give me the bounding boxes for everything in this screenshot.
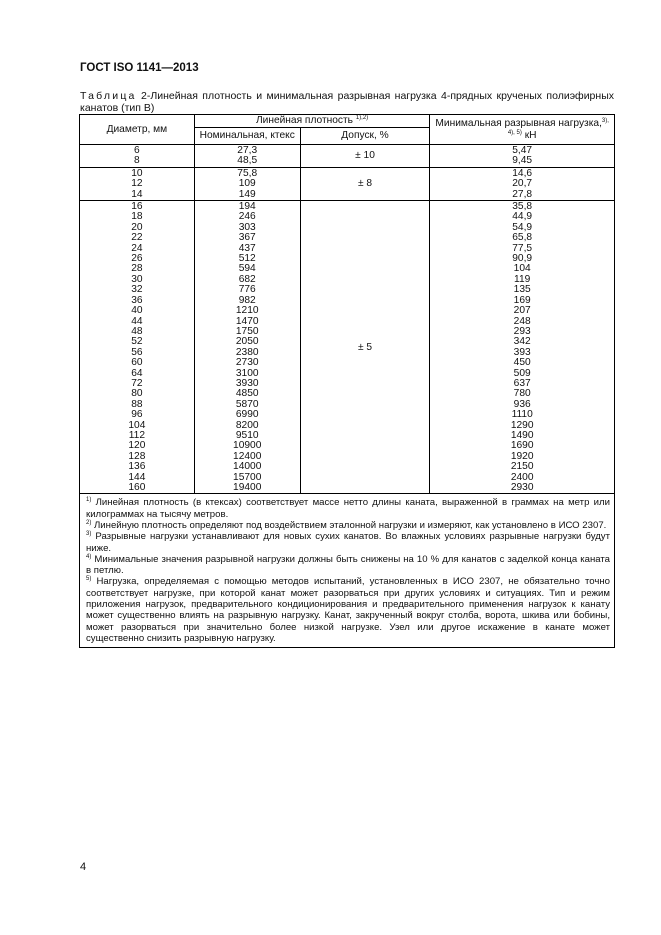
cell-l: 9,45: [512, 155, 533, 167]
diameter-column: [80, 145, 195, 168]
cell-n: 10900: [233, 440, 262, 452]
cell-n: 12400: [233, 450, 262, 462]
cell-d: 12: [131, 178, 143, 190]
cell-l: 936: [513, 398, 531, 410]
header-linear-density-label: Линейная плотность: [255, 115, 353, 126]
cell-n: 3100: [235, 367, 259, 379]
cell-l: 20,7: [512, 178, 533, 190]
header-breaking-load-footnote-a: 3),: [601, 117, 609, 124]
cell-d: 104: [128, 419, 146, 431]
cell-d: 20: [131, 221, 143, 233]
cell-n: 437: [238, 242, 256, 254]
header-linear-density: [194, 115, 430, 128]
footnote-item: [86, 531, 610, 554]
footnote-mark: 1): [86, 497, 92, 504]
cell-d: 96: [131, 409, 143, 421]
cell-l: 1110: [511, 409, 533, 421]
footnote-text: Нагрузка, определяемая с помощью методов испытаний, установленных в ИСО 2307, не обязательно точно соответствует нагрузке, при которой канат может разорваться при других условиях и ситуациях. Тип и режим приложения нагрузок, предварительного кондиционирования и предварительного применения нагрузок к канату может существенно влиять на разрывную нагрузку. Канат, закрученный вокруг столба, ворота, шкива или бобины, может разорваться при значительно более низкой нагрузке. Узел или другое искажение в канате может существенно снизить разрывную нагрузку.: [86, 576, 610, 644]
cell-n: 3930: [235, 377, 259, 389]
cell-n: 594: [238, 263, 256, 275]
header-linear-density-footnote: 1),2): [355, 115, 369, 121]
cell-l: 104: [513, 263, 531, 275]
cell-n: 2730: [235, 357, 259, 369]
cell-d: 48: [131, 325, 143, 337]
caption-label: Таблица: [80, 90, 137, 102]
cell-l: 35,8: [512, 201, 533, 213]
cell-d: 120: [128, 440, 146, 452]
rope-properties-table: [79, 114, 615, 648]
cell-n: 512: [238, 253, 256, 265]
table-caption: [80, 90, 614, 114]
cell-l: 90,9: [512, 253, 533, 265]
table-row-group: [80, 167, 615, 200]
cell-d: 44: [131, 315, 143, 327]
footnote-item: [86, 554, 610, 577]
cell-n: 194: [238, 201, 256, 213]
footnote-text: Минимальные значения разрывной нагрузки должны быть снижены на 10 % для канатов с заделкой конца каната в петлю.: [86, 553, 610, 577]
cell-l: 450: [513, 357, 531, 369]
cell-n: 15700: [233, 471, 262, 483]
cell-d: 160: [128, 482, 146, 493]
breaking-load-column: [430, 167, 615, 200]
header-breaking-load: [430, 115, 615, 145]
cell-d: 64: [131, 367, 143, 379]
cell-d: 6: [134, 145, 140, 156]
cell-d: 52: [131, 336, 143, 348]
nominal-column: [194, 167, 300, 200]
cell-n: 682: [238, 273, 256, 285]
cell-d: 40: [131, 305, 143, 317]
footnote-mark: 3): [86, 531, 92, 538]
footnote-mark: 5): [86, 576, 92, 583]
standard-code: ГОСТ ISO 1141—2013: [80, 62, 199, 74]
cell-n: 982: [238, 294, 256, 306]
header-tolerance: Допуск, %: [300, 128, 430, 145]
footnote-text: Линейную плотность определяют под воздействием эталонной нагрузки и измеряют, как установлено в ИСО 2307.: [91, 520, 607, 531]
caption-number: 2: [140, 90, 147, 102]
header-breaking-load-unit: кН: [524, 129, 537, 141]
header-nominal: Номинальная, ктекс: [194, 128, 300, 145]
cell-d: 24: [131, 242, 143, 254]
cell-l: 2400: [510, 471, 534, 483]
footnote-mark: 2): [86, 520, 92, 526]
cell-d: 80: [131, 388, 143, 400]
cell-l: 509: [513, 367, 531, 379]
cell-l: 5,47: [512, 145, 533, 156]
page-number: 4: [80, 861, 87, 873]
cell-d: 22: [131, 232, 143, 244]
cell-n: 1750: [235, 325, 259, 337]
caption-text: -Линейная плотность и минимальная разрывная нагрузка 4-прядных крученых полиэфирных канатов (тип В): [80, 90, 614, 114]
cell-n: 109: [238, 178, 256, 190]
footnote-item: [86, 576, 610, 644]
cell-d: 56: [131, 346, 143, 358]
cell-d: 18: [131, 211, 143, 223]
cell-d: 26: [131, 253, 143, 265]
cell-n: 19400: [233, 482, 262, 493]
cell-l: 135: [513, 284, 531, 296]
cell-d: 112: [128, 429, 145, 441]
nominal-column: [194, 145, 300, 168]
cell-l: 248: [513, 315, 531, 327]
cell-n: 48,5: [237, 155, 258, 167]
tolerance-cell: ± 5: [300, 201, 430, 494]
cell-n: 4850: [235, 388, 259, 400]
tolerance-cell: ± 8: [300, 167, 430, 200]
cell-l: 54,9: [512, 221, 533, 233]
footnote-mark: 4): [86, 553, 92, 560]
header-diameter: Диаметр, мм: [80, 115, 195, 145]
cell-d: 36: [131, 294, 143, 306]
cell-d: 128: [128, 450, 146, 462]
cell-d: 8: [134, 155, 140, 167]
cell-n: 149: [238, 188, 256, 200]
cell-d: 28: [131, 263, 143, 275]
cell-l: 77,5: [512, 242, 533, 254]
cell-l: 1490: [510, 429, 534, 441]
diameter-column: [80, 201, 195, 494]
cell-l: 393: [513, 346, 531, 358]
cell-l: 1690: [510, 440, 534, 452]
footnote-text: Разрывные нагрузки устанавливают для новых сухих канатов. Во влажных условиях разрывные нагрузки будут ниже.: [86, 531, 610, 554]
cell-d: 10: [131, 167, 143, 179]
cell-n: 367: [238, 232, 256, 244]
cell-n: 1210: [235, 305, 259, 317]
cell-n: 6990: [235, 409, 259, 421]
cell-l: 342: [513, 336, 531, 348]
cell-l: 169: [513, 294, 531, 306]
cell-n: 776: [238, 284, 256, 296]
footnote-item: [86, 497, 610, 520]
cell-l: 2150: [510, 461, 534, 473]
cell-n: 9510: [235, 429, 259, 441]
breaking-load-column: [430, 201, 615, 494]
header-breaking-load-footnote-b: 4), 5): [507, 129, 522, 136]
cell-l: 637: [513, 377, 531, 389]
cell-n: 5870: [235, 398, 259, 410]
cell-d: 30: [131, 273, 143, 285]
cell-l: 44,9: [512, 211, 533, 223]
cell-n: 27,3: [237, 145, 258, 156]
footnotes: [80, 494, 615, 648]
cell-l: 207: [513, 305, 531, 317]
table-row-group: [80, 145, 615, 168]
header-breaking-load-label: Минимальная разрывная нагрузка,: [435, 117, 602, 129]
footnote-text: Линейная плотность (в ктексах) соответствует массе нетто длины каната, выраженной в граммах на метр или килограммах на тысячу метров.: [86, 497, 610, 520]
cell-l: 27,8: [512, 188, 533, 200]
footnote-item: [86, 520, 610, 531]
cell-n: 14000: [233, 461, 262, 473]
cell-d: 72: [131, 377, 143, 389]
table-row-group: [80, 201, 615, 494]
cell-l: 119: [514, 273, 531, 285]
cell-d: 144: [128, 471, 146, 483]
cell-d: 88: [131, 398, 143, 410]
cell-l: 65,8: [512, 232, 533, 244]
cell-l: 293: [513, 325, 531, 337]
cell-n: 8200: [235, 419, 259, 431]
cell-n: 303: [238, 221, 256, 233]
cell-n: 75,8: [237, 167, 258, 179]
cell-l: 1920: [510, 450, 534, 462]
cell-d: 16: [131, 201, 143, 213]
cell-l: 780: [513, 388, 531, 400]
diameter-column: [80, 167, 195, 200]
notes-row: [80, 494, 615, 648]
cell-l: 14,6: [512, 167, 533, 179]
cell-d: 32: [131, 284, 143, 296]
nominal-column: [194, 201, 300, 494]
tolerance-cell: ± 10: [300, 145, 430, 168]
cell-n: 2380: [235, 346, 259, 358]
cell-n: 1470: [235, 315, 259, 327]
cell-d: 14: [131, 188, 143, 200]
cell-l: 2930: [510, 482, 534, 493]
cell-l: 1290: [510, 419, 534, 431]
cell-d: 60: [131, 357, 143, 369]
cell-d: 136: [128, 461, 146, 473]
breaking-load-column: [430, 145, 615, 168]
cell-n: 246: [238, 211, 256, 223]
cell-n: 2050: [235, 336, 259, 348]
